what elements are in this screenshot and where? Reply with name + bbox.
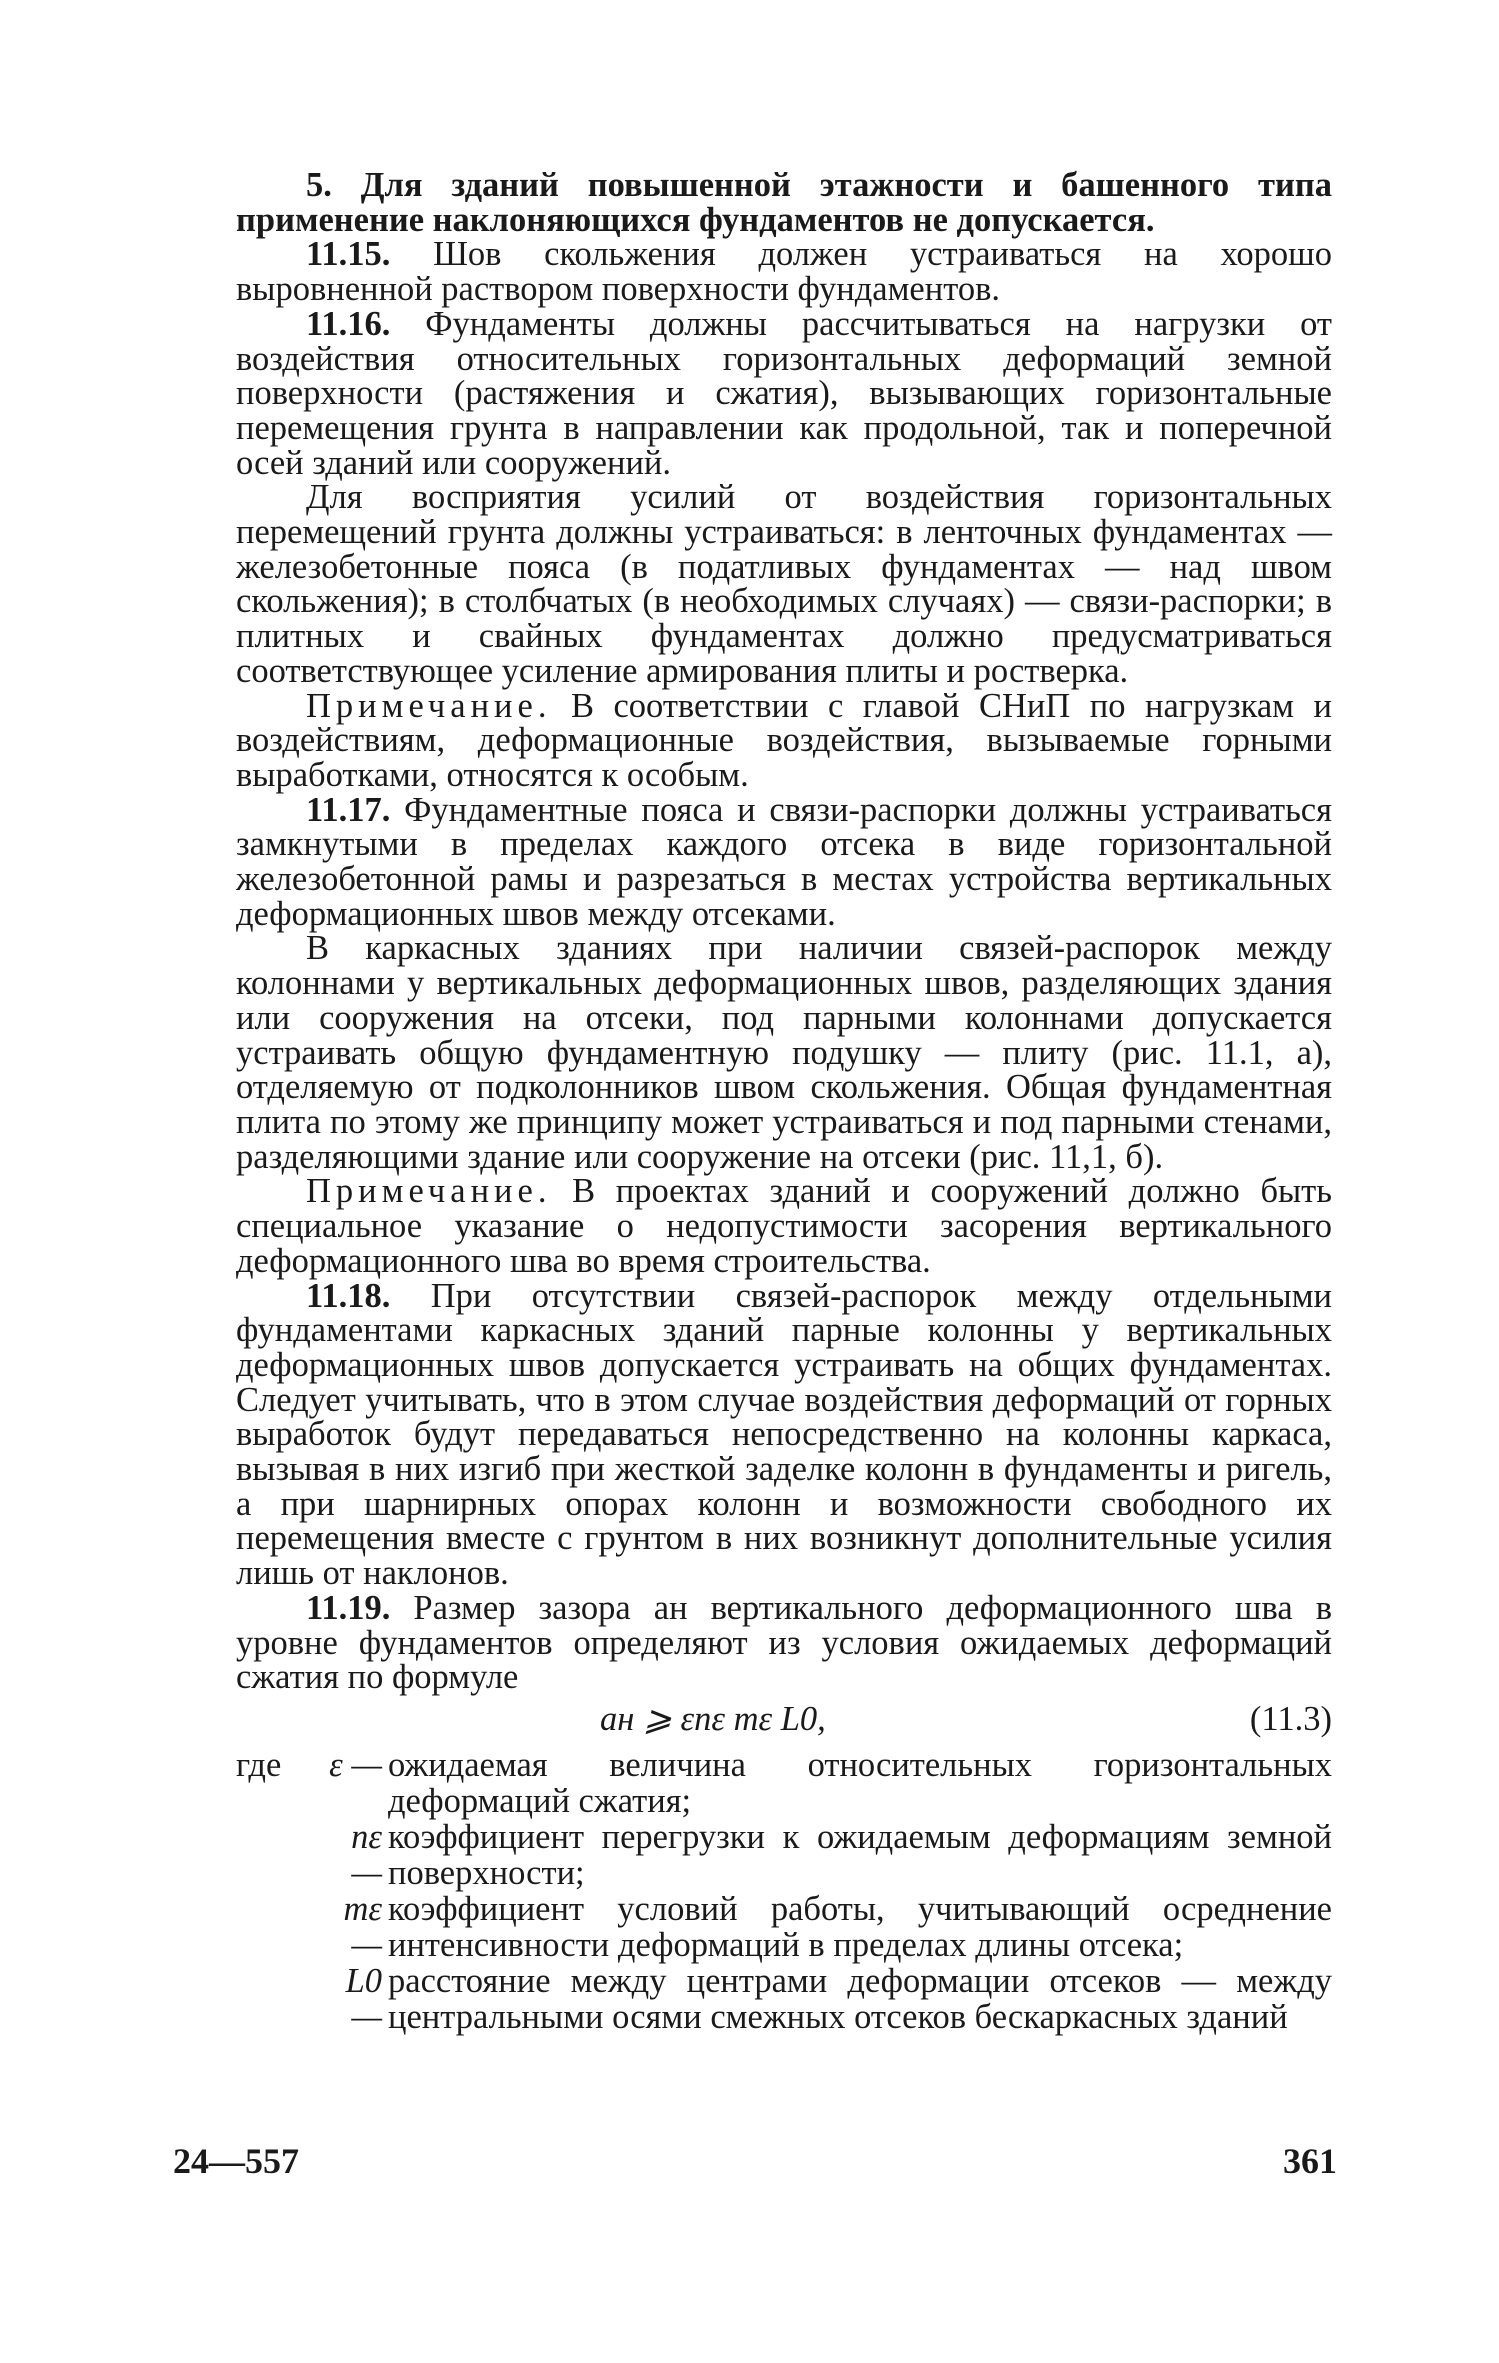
signature-mark: 24—557 (173, 2141, 299, 2181)
paragraph-11-18 (236, 1276, 1332, 1593)
definition-symbol: ε — (329, 1745, 382, 1784)
definition-m-epsilon (236, 1891, 1332, 1963)
note-2 (236, 1174, 1332, 1278)
definition-text: расстояние между центрами деформации отсеков — между центральными осями смежных отсеков бескаркасных зданий (388, 1961, 1332, 2036)
definition-text: коэффициент условий работы, учитывающий осреднение интенсивности деформаций в пределах длины отсека; (388, 1889, 1332, 1964)
definition-symbol: nε — (351, 1817, 382, 1892)
clause-text: Размер зазора aн вертикального деформационного шва в уровне фундаментов определяют из условия ожидаемых деформаций сжатия по формуле (236, 1588, 1332, 1697)
definition-n-epsilon (236, 1819, 1332, 1891)
definition-symbol: L0 — (345, 1961, 382, 2036)
clause-number: 11.16. (306, 304, 391, 343)
clause-text: Фундаментные пояса и связи-распорки должны устраиваться замкнутыми в пределах каждого отсека в виде горизонтальной железобетонной рамы и разрезаться в местах устройства вертикальных деформационных швов между отсеками. (236, 790, 1332, 933)
clause-number: 11.15. (306, 235, 391, 274)
clause-number: 11.19. (306, 1588, 391, 1627)
definition-lead: где (236, 1745, 282, 1784)
note-text: В проектах зданий и сооружений должно быть специальное указание о недопустимости засорения вертикального деформационного шва во время строительства. (236, 1172, 1332, 1280)
page-number: 361 (1283, 2141, 1337, 2181)
definition-l0 (236, 1963, 1332, 2035)
definition-text: ожидаемая величина относительных горизонтальных деформаций сжатия; (388, 1745, 1332, 1820)
definition-epsilon (236, 1747, 1332, 1819)
paragraph-11-17 (236, 790, 1332, 933)
formula-11-3: aн ⩾ εnε mε L0, (600, 1699, 826, 1738)
paragraph-11-16 (236, 304, 1333, 482)
paragraph-5: 5. Для зданий повышенной этажности и башенного типа применение наклоняющихся фундаментов не допускается. (236, 166, 1332, 239)
formula-row (236, 1695, 1332, 1743)
page-body (236, 168, 1332, 2035)
clause-text: Шов скольжения должен устраиваться на хорошо выровненной раствором поверхности фундаментов. (236, 235, 1332, 309)
note-label: Примечание. (306, 686, 552, 725)
paragraph-11-17-continued: В каркасных зданиях при наличии связей-распорок между колоннами у вертикальных деформационных швов, разделяющих здания или сооружения на отсеки, под парными колоннами допускается устраивать общую фундаментную подушку — плиту (рис. 11.1, а), отделяемую от подколонников швом скольжения. Общая фундаментная плита по этому же принципу может устраиваться и под парными стенами, разделяющими здание или сооружение на отсеки (рис. 11,1, б). (236, 929, 1332, 1176)
paragraph-11-19 (236, 1588, 1332, 1697)
equation-number: (11.3) (1249, 1699, 1332, 1738)
paragraph-11-16-continued: Для восприятия усилий от воздействия горизонтальных перемещений грунта должны устраиваться: в ленточных фундаментах — железобетонные пояса (в податливых фундаментах — над швом скольжения); в столбчатых (в необходимых случаях) — связи-распорки; в плитных и свайных фундаментах должно предусматриваться соответствующее усиление армирования плиты и ростверка. (236, 478, 1332, 690)
definition-text: коэффициент перегрузки к ожидаемым деформациям земной поверхности; (388, 1817, 1332, 1892)
note-1 (236, 686, 1332, 794)
clause-number: 11.17. (306, 790, 391, 829)
note-text: В соответствии с главой СНиП по нагрузкам и воздействиям, деформационные воздействия, вызываемые горными выработками, относятся к особым. (236, 686, 1332, 794)
clause-text: Фундаменты должны рассчитываться на нагрузки от воздействия относительных горизонтальных деформаций земной поверхности (растяжения и сжатия), вызывающих горизонтальные перемещения грунта в направлении как продольной, так и поперечной осей зданий или сооружений. (236, 304, 1333, 482)
note-label: Примечание. (306, 1172, 552, 1211)
paragraph-11-15 (236, 235, 1332, 309)
clause-number: 11.18. (306, 1276, 391, 1315)
clause-text: При отсутствии связей-распорок между отдельными фундаментами каркасных зданий парные колонны у вертикальных деформационных швов допускается устраивать на общих фундаментах. Следует учитывать, что в этом случае воздействия деформаций от горных выработок будут передаваться непосредственно на колонны каркаса, вызывая в них изгиб при жесткой заделке колонн в фундаменты и ригель, а при шарнирных опорах колонн и возможности свободного их перемещения вместе с грунтом в них возникнут дополнительные усилия лишь от наклонов. (236, 1276, 1332, 1593)
symbol-definitions (236, 1747, 1332, 2035)
definition-symbol: mε — (343, 1889, 382, 1964)
